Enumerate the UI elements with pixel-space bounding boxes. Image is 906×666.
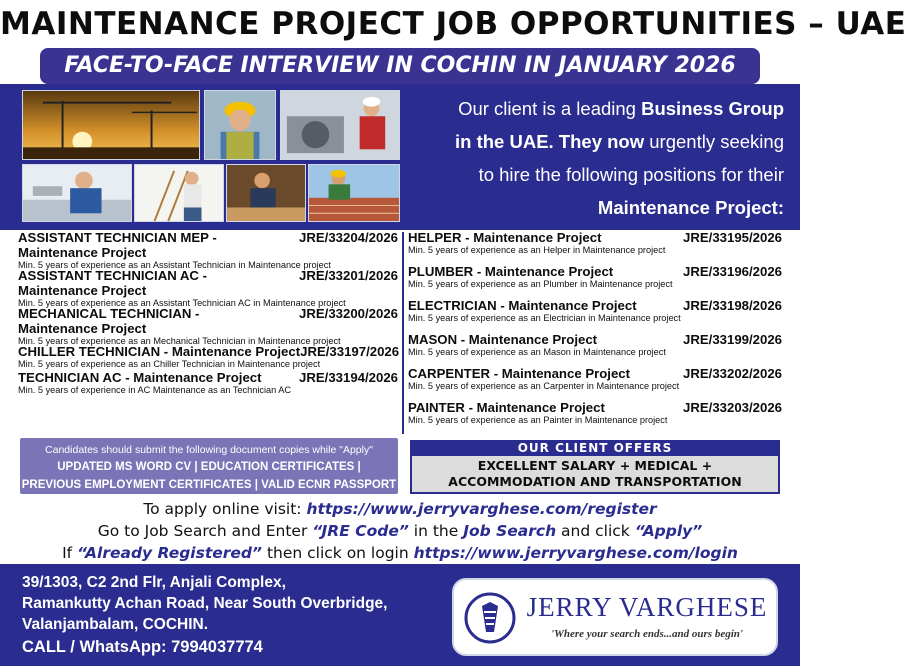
job-code: JRE/33200/2026 xyxy=(299,306,398,321)
hvac-technician-photo xyxy=(280,90,400,160)
job-title: ELECTRICIAN - Maintenance Project xyxy=(408,298,637,313)
office-address: 39/1303, C2 2nd Flr, Anjali Complex, Ramankutty Achan Road, Near South Overbridge, Valanjambalam, COCHIN. xyxy=(22,574,388,633)
offers-line-2: ACCOMMODATION AND TRANSPORTATION xyxy=(448,474,742,489)
job-code: JRE/33199/2026 xyxy=(683,332,782,347)
job-title-cont: Maintenance Project xyxy=(18,283,147,298)
job-desc: Min. 5 years of experience as an Electrician in Maintenance project xyxy=(408,313,681,323)
job-list-left xyxy=(18,230,398,434)
job-item xyxy=(408,298,782,332)
construction-crane-photo xyxy=(22,90,200,160)
job-desc: Min. 5 years of experience as an Chiller Technician in Maintenance project xyxy=(18,359,321,369)
job-desc: Min. 5 years of experience as an Painter in Maintenance project xyxy=(408,415,668,425)
job-list-right xyxy=(408,230,782,434)
job-title: CARPENTER - Maintenance Project xyxy=(408,366,631,381)
job-title: CHILLER TECHNICIAN - Maintenance Project xyxy=(18,344,301,359)
job-code: JRE/33196/2026 xyxy=(683,264,782,279)
documents-line-2: PREVIOUS EMPLOYMENT CERTIFICATES | VALID ECNR PASSPORT xyxy=(21,479,397,491)
job-desc: Min. 5 years of experience as an Helper in Maintenance project xyxy=(408,245,666,255)
job-title: HELPER - Maintenance Project xyxy=(408,230,602,245)
job-item xyxy=(408,400,782,434)
worker-portrait-photo xyxy=(204,90,276,160)
job-code: JRE/33198/2026 xyxy=(683,298,782,313)
job-title-cont: Maintenance Project xyxy=(18,321,147,336)
job-desc: Min. 5 years of experience as an Carpenter in Maintenance project xyxy=(408,381,680,391)
job-code: JRE/33204/2026 xyxy=(299,230,398,245)
job-title-cont: Maintenance Project xyxy=(18,245,147,260)
company-logo xyxy=(452,578,778,656)
mason-photo xyxy=(308,164,400,222)
interview-banner: FACE-TO-FACE INTERVIEW IN COCHIN IN JANUARY 2026 xyxy=(40,48,760,84)
hero-section xyxy=(0,84,800,230)
footer xyxy=(0,564,800,666)
plumber-photo xyxy=(22,164,132,222)
job-item xyxy=(18,344,398,370)
job-item xyxy=(408,366,782,400)
painter-photo xyxy=(134,164,224,222)
photo-collage xyxy=(22,90,400,222)
column-divider xyxy=(402,232,404,434)
job-code: JRE/33197/2026 xyxy=(300,344,400,359)
required-documents-box xyxy=(20,438,398,494)
documents-line-1: UPDATED MS WORD CV | EDUCATION CERTIFICATES | xyxy=(57,461,361,473)
job-item xyxy=(408,332,782,366)
job-title: PLUMBER - Maintenance Project xyxy=(408,264,614,279)
job-code: JRE/33194/2026 xyxy=(299,370,398,385)
job-title: PAINTER - Maintenance Project xyxy=(408,400,605,415)
job-code: JRE/33201/2026 xyxy=(299,268,398,283)
job-code: JRE/33203/2026 xyxy=(683,400,782,415)
offers-box xyxy=(410,456,780,494)
carpenter-photo xyxy=(226,164,306,222)
logo-emblem-icon xyxy=(464,592,516,644)
logo-name: JERRY VARGHESE xyxy=(526,592,768,622)
job-title: ASSISTANT TECHNICIAN MEP - xyxy=(18,230,217,245)
job-item xyxy=(408,230,782,264)
job-title: MECHANICAL TECHNICIAN - xyxy=(18,306,200,321)
register-link[interactable]: https://www.jerryvarghese.com/register xyxy=(306,500,657,518)
job-item xyxy=(18,306,398,344)
job-title: TECHNICIAN AC - Maintenance Project xyxy=(18,370,262,385)
job-desc: Min. 5 years of experience as an Mason in Maintenance project xyxy=(408,347,666,357)
client-intro: Our client is a leading Business Group in the UAE. They now urgently seeking to hire the following positions for their Maintenance Project: xyxy=(455,98,784,218)
job-code: JRE/33202/2026 xyxy=(683,366,782,381)
job-item xyxy=(18,370,398,396)
job-item xyxy=(408,264,782,298)
job-title: ASSISTANT TECHNICIAN AC - xyxy=(18,268,208,283)
job-desc: Min. 5 years of experience as an Plumber in Maintenance project xyxy=(408,279,673,289)
job-item xyxy=(18,230,398,268)
offers-line-1: EXCELLENT SALARY + MEDICAL + xyxy=(477,458,713,473)
job-desc: Min. 5 years of experience as an Assistant Technician AC in Maintenance project xyxy=(18,298,346,308)
job-title: MASON - Maintenance Project xyxy=(408,332,598,347)
job-desc: Min. 5 years of experience as an Assistant Technician in Maintenance project xyxy=(18,260,331,270)
job-desc: Min. 5 years of experience in AC Maintenance as an Technician AC xyxy=(18,385,292,395)
login-link[interactable]: https://www.jerryvarghese.com/login xyxy=(413,544,738,562)
contact-phone: CALL / WhatsApp: 7994037774 xyxy=(22,638,263,656)
offers-heading: OUR CLIENT OFFERS xyxy=(410,440,780,456)
logo-tagline: 'Where your search ends...and ours begin' xyxy=(551,628,743,640)
job-desc: Min. 5 years of experience as an Mechanical Technician in Maintenance project xyxy=(18,336,341,346)
job-code: JRE/33195/2026 xyxy=(683,230,782,245)
apply-instructions: To apply online visit: https://www.jerryvarghese.com/register Go to Job Search and Enter “JRE Code” in the Job Search and click “Apply” If “Already Registered” then click on login https://www.jerryvarghese.com/login xyxy=(62,500,738,562)
documents-intro: Candidates should submit the following document copies while "Apply" xyxy=(45,444,373,456)
page-title: MAINTENANCE PROJECT JOB OPPORTUNITIES – UAE xyxy=(0,6,906,42)
job-item xyxy=(18,268,398,306)
